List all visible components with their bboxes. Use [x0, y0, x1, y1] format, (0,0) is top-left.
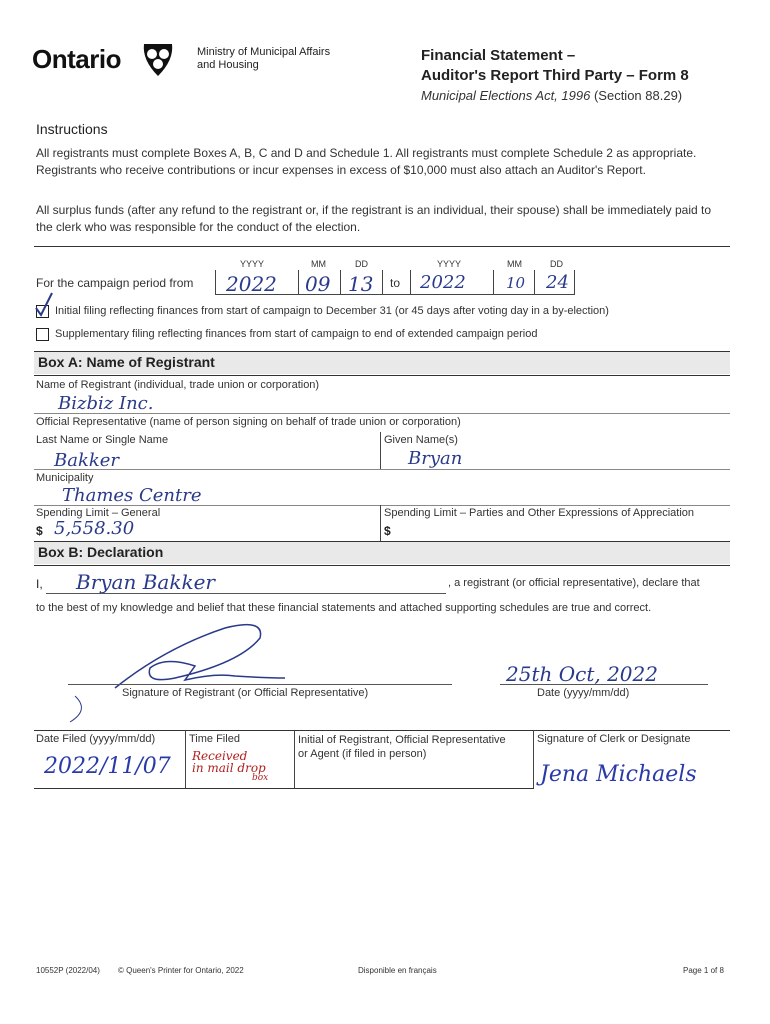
time-filed-note-3: box: [252, 773, 269, 783]
period-to-label: to: [390, 276, 401, 290]
last-name-label: Last Name or Single Name: [36, 434, 169, 446]
spending-limit-general-label: Spending Limit – General: [36, 507, 161, 519]
municipality-value[interactable]: Thames Centre: [62, 485, 202, 506]
campaign-period-label: For the campaign period from: [36, 276, 194, 290]
date-underline: [500, 684, 708, 685]
filed-divider-3: [533, 730, 534, 788]
initial-label: [298, 733, 506, 761]
ministry-name: [197, 46, 330, 72]
to-month-sep: [493, 270, 494, 294]
spending-limit-parties-label: Spending Limit – Parties and Other Expressions of Appreciation: [384, 507, 695, 519]
logo-wordmark: Ontario: [32, 44, 121, 74]
initial-filing-label: Initial filing reflecting finances from start of campaign to December 31 (or 45 days after voting day in a by-election): [55, 305, 609, 317]
box-b-heading: Box B: Declaration: [38, 544, 164, 560]
last-name-value[interactable]: Bakker: [54, 450, 120, 471]
declaration-date-value[interactable]: 25th Oct, 2022: [506, 662, 658, 686]
initial-filing-checkbox[interactable]: [36, 305, 49, 318]
clerk-signature-label: Signature of Clerk or Designate: [537, 733, 691, 745]
registrant-name-label: Name of Registrant (individual, trade union or corporation): [36, 379, 320, 391]
form-title: [421, 46, 689, 106]
from-year-value[interactable]: 2022: [226, 272, 277, 296]
from-month-sep: [298, 270, 299, 294]
divider: [34, 469, 730, 470]
copyright: © Queen's Printer for Ontario, 2022: [118, 966, 244, 975]
title-line-1: Financial Statement –: [421, 47, 576, 64]
check-mark-icon: [34, 292, 54, 318]
from-end-sep: [382, 270, 383, 294]
to-end-sep: [574, 270, 575, 294]
divider: [34, 565, 730, 566]
date-filed-value[interactable]: 2022/11/07: [44, 754, 171, 779]
box-a-header: [34, 352, 730, 374]
form-number: 10552P (2022/04): [36, 966, 100, 975]
divider: [34, 246, 730, 247]
date-filed-label: Date Filed (yyyy/mm/dd): [36, 733, 156, 745]
time-filed-note[interactable]: [192, 750, 268, 783]
initial-label-2: or Agent (if filed in person): [298, 748, 427, 760]
declaration-tail: , a registrant (or official representative), declare that: [448, 577, 700, 589]
municipality-label: Municipality: [36, 472, 94, 484]
to-mm-label: MM: [507, 259, 522, 269]
act-name: Municipal Elections Act, 1996: [421, 88, 591, 103]
signature-underline: [68, 684, 452, 685]
supplementary-filing-checkbox[interactable]: [36, 328, 49, 341]
from-month-value[interactable]: 09: [305, 272, 331, 296]
to-year-sep: [410, 270, 411, 294]
ontario-logo: [30, 40, 180, 80]
act-section: (Section 88.29): [593, 88, 683, 103]
name-column-divider: [380, 432, 381, 470]
supplementary-filing-label: Supplementary filing reflecting finances from start of campaign to end of extended campaign period: [55, 328, 538, 340]
filed-divider-2: [294, 730, 295, 788]
time-filed-note-1: Received: [192, 749, 248, 763]
general-dollar-sign: $: [36, 524, 43, 538]
to-yyyy-label: YYYY: [437, 259, 462, 269]
trillium-icon: [140, 40, 176, 78]
limit-column-divider: [380, 505, 381, 542]
from-dd-label: DD: [355, 259, 368, 269]
given-name-label: Given Name(s): [384, 434, 458, 446]
from-year-sep: [215, 270, 216, 294]
registrant-name-value[interactable]: Bizbiz Inc.: [58, 393, 154, 414]
divider: [34, 505, 730, 506]
title-line-2: Auditor's Report Third Party – Form 8: [421, 67, 689, 84]
parties-dollar-sign: $: [384, 524, 391, 538]
page-number: Page 1 of 8: [683, 966, 724, 975]
given-name-value[interactable]: Bryan: [408, 448, 463, 469]
divider: [34, 375, 730, 376]
to-month-value[interactable]: 10: [506, 274, 526, 292]
declaration-line-2: to the best of my knowledge and belief that these financial statements and attached supporting schedules are true and correct.: [36, 602, 652, 614]
ministry-line-1: Ministry of Municipal Affairs: [197, 46, 331, 58]
to-day-value[interactable]: 24: [546, 272, 569, 293]
declarant-name[interactable]: Bryan Bakker: [76, 570, 215, 594]
filed-underline: [34, 788, 534, 789]
time-filed-label: Time Filed: [189, 733, 240, 745]
signature-label: Signature of Registrant (or Official Representative): [122, 687, 369, 699]
declarant-underline: [46, 593, 446, 594]
to-dd-label: DD: [550, 259, 563, 269]
ministry-line-2: and Housing: [197, 59, 259, 71]
date-label: Date (yyyy/mm/dd): [537, 687, 630, 699]
time-filed-note-2: in mail drop: [192, 761, 266, 775]
divider: [34, 413, 730, 414]
official-rep-label: Official Representative (name of person signing on behalf of trade union or corporation): [36, 416, 461, 428]
clerk-signature[interactable]: Jena Michaels: [540, 762, 697, 787]
box-b-header: [34, 542, 730, 564]
divider: [34, 730, 730, 731]
french-available: Disponible en français: [358, 966, 437, 975]
initial-label-1: Initial of Registrant, Official Representative: [298, 734, 506, 746]
instructions-paragraph-1: All registrants must complete Boxes A, B, C and D and Schedule 1. All registrants must complete Schedule 2 as appropriate. Registrants who receive contributions or incur expenses in excess of $10,000 must also attach an Auditor's Report.: [36, 146, 697, 177]
from-day-value[interactable]: 13: [348, 272, 374, 296]
declaration-i: I,: [36, 577, 43, 591]
box-a-heading: Box A: Name of Registrant: [38, 354, 215, 370]
to-year-value[interactable]: 2022: [420, 272, 466, 293]
registrant-signature[interactable]: [55, 618, 295, 728]
instructions-heading: Instructions: [36, 121, 108, 137]
spending-limit-general-value[interactable]: 5,558.30: [54, 518, 135, 539]
to-day-sep: [534, 270, 535, 294]
act-reference: [421, 86, 689, 106]
from-mm-label: MM: [311, 259, 326, 269]
from-yyyy-label: YYYY: [240, 259, 265, 269]
instructions-paragraph-2: All surplus funds (after any refund to the registrant or, if the registrant is an individual, their spouse) shall be immediately paid to the clerk who was responsible for the conduct of the election.: [36, 203, 712, 234]
from-day-sep: [340, 270, 341, 294]
filed-divider-1: [185, 730, 186, 788]
